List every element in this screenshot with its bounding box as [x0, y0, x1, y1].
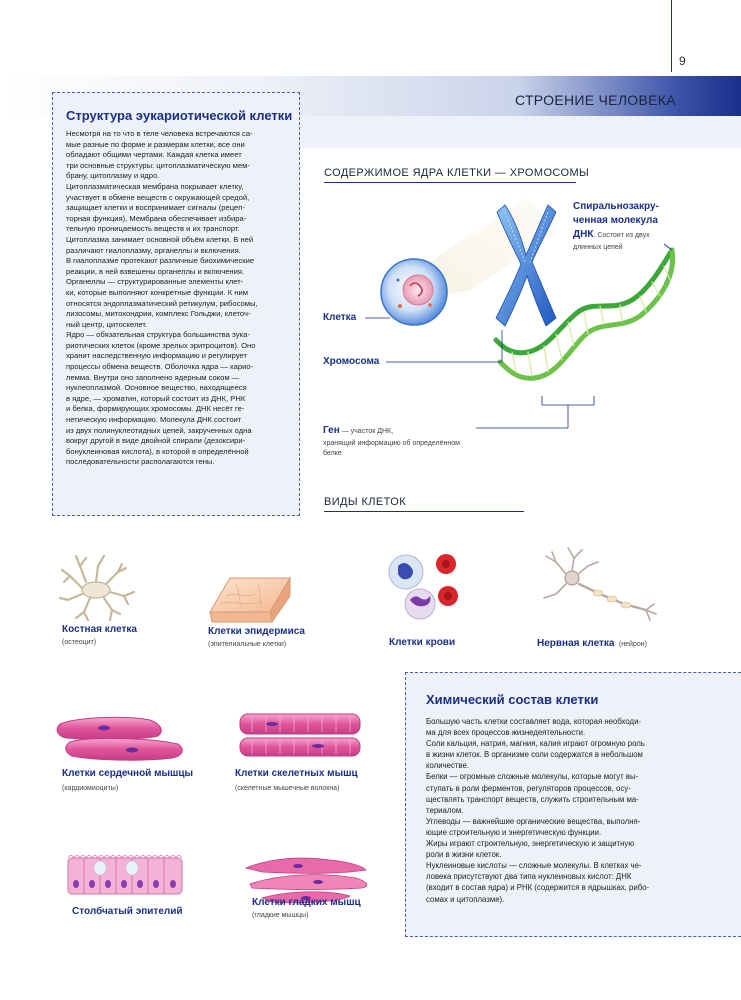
text-line: бонуклеиновая кислота), в которой в определённой: [66, 446, 249, 456]
skeletal-muscle-label: Клетки скелетных мышц: [235, 768, 358, 779]
dna-label-line3: ДНК: [573, 229, 594, 240]
text-line: Несмотря на то что в теле человека встречаются са-: [66, 129, 253, 138]
chromosome-label: Хромосома: [323, 356, 380, 367]
cardiac-muscle-note: (кардиомиоциты): [62, 785, 119, 792]
text-line: ступать в роли ферментов, регуляторов процессов, осу-: [426, 783, 631, 793]
cardiac-muscle-label: Клетки сердечной мышцы: [62, 768, 194, 779]
text-line: реакции, в ней взвешены органеллы и включения.: [66, 266, 245, 276]
text-line: брану, цитоплазму и ядро.: [66, 171, 160, 181]
gene-label-block: [323, 420, 493, 458]
nerve-cell-illustration: [544, 548, 656, 620]
text-line: Ядро — обязательная структура большинства эука-: [66, 330, 250, 340]
text-line: Нуклеиновые кислоты — сложные молекулы. В клетках че-: [426, 861, 642, 871]
text-line: в жизни клеток. В организме соли содержатся в небольшом: [426, 750, 643, 760]
cell-types-section-title: ВИДЫ КЛЕТОК: [324, 496, 407, 508]
text-line: (входит в состав ядра) и РНК (содержится в ядрышках, рибо-: [426, 883, 650, 893]
text-line: сомах и цитоплазме).: [426, 894, 505, 904]
nerve-cell-label: Нервная клетка: [537, 638, 615, 649]
text-line: Соли кальция, натрия, магния, калия играют огромную роль: [426, 739, 645, 749]
chemistry-box-text: [426, 716, 730, 905]
text-line: количестве.: [426, 761, 469, 771]
text-line: ки, которые выполняют конкретные функции. К ним: [66, 287, 248, 297]
dna-label-line1: Спиральнозакру-: [573, 201, 659, 212]
text-line: роли в жизни клеток.: [426, 850, 502, 860]
text-line: мые разные по форме и размерам клетки, все они: [66, 139, 245, 149]
skeletal-muscle-illustration: [240, 714, 360, 756]
cardiac-muscle-illustration: [57, 717, 182, 760]
columnar-epithelium-illustration: [68, 856, 182, 895]
epidermis-label: Клетки эпидермиса: [208, 626, 305, 637]
dna-note-2: длинных цепей: [573, 244, 623, 251]
text-line: Белки — огромные сложные молекулы, которые могут вы-: [426, 772, 639, 782]
dna-note-1: . Состоит из двух: [593, 232, 650, 239]
text-line: ма для всех процессов жизнедеятельности.: [426, 728, 586, 738]
text-line: ющие строительную и энергетическую функции.: [426, 827, 602, 837]
dna-label: [573, 200, 659, 243]
epidermis-note: (эпителиальные клетки): [208, 641, 287, 648]
text-line: Жиры играют строительную, энергетическую и защитную: [426, 839, 635, 849]
section-header: СТРОЕНИЕ ЧЕЛОВЕКА: [515, 92, 676, 108]
bone-cell-label: Костная клетка: [62, 624, 137, 635]
chromosome-section-title: СОДЕРЖИМОЕ ЯДРА КЛЕТКИ — ХРОМОСОМЫ: [324, 167, 590, 179]
text-line: Большую часть клетки составляет вода, которая необходи-: [426, 717, 642, 726]
gene-note-3: белке: [323, 449, 342, 457]
text-line: хранит наследственную информацию и регулирует: [66, 351, 247, 361]
text-line: ществлять транспорт веществ, служить строительным ма-: [426, 794, 639, 804]
gene-note-1: — участок ДНК,: [339, 428, 394, 435]
text-line: ный центр, цитоскелет.: [66, 319, 148, 329]
text-line: Цитоплазматическая мембрана покрывает клетку,: [66, 181, 244, 191]
text-line: тельную проницаемость веществ и их транспорт.: [66, 224, 240, 234]
text-line: В гиалоплазме протекают различные биохимические: [66, 256, 255, 266]
text-line: участвует в обмене веществ с окружающей средой,: [66, 192, 250, 202]
text-line: процессы обмена веществ. Оболочка ядра — карио-: [66, 362, 254, 372]
blood-cells-label: Клетки крови: [389, 637, 456, 648]
smooth-muscle-label: Клетки гладких мышц: [252, 897, 361, 908]
text-line: последовательности располагаются гены.: [66, 457, 215, 467]
bone-cell-note: (остеоцит): [62, 639, 97, 646]
text-line: и белка, формирующих хромосомы. ДНК несёт ге-: [66, 404, 245, 414]
nerve-cell-label-block: [537, 633, 647, 651]
text-line: териалом.: [426, 805, 464, 815]
text-line: различают гиалоплазму, органеллы и включения.: [66, 245, 241, 255]
text-line: торная функция). Мембрана обеспечивает избира-: [66, 213, 247, 223]
text-line: нуклеоплазмой. Основное вещество, находящееся: [66, 383, 247, 393]
cell-illustration: [381, 259, 447, 325]
cell-label: Клетка: [323, 312, 357, 323]
cell-types-section-rule: [324, 511, 524, 512]
text-line: нетическую информацию. Молекула ДНК состоит: [66, 415, 242, 425]
text-line: лизосомы, митохондрии, комплекс Гольджи, клеточ-: [66, 309, 251, 319]
text-line: в ядре, — хроматин, который состоит из ДНК, РНК: [66, 393, 246, 403]
structure-box-title: Структура эукариотической клетки: [66, 108, 293, 123]
nerve-cell-note: (нейрон): [618, 641, 647, 648]
page-number: 9: [679, 54, 686, 68]
text-line: защищает клетки и воспринимает сигналы (рецеп-: [66, 203, 245, 213]
gene-note-2: хранящий информацию об определённом: [323, 440, 460, 447]
text-line: обладают общими чертами. Каждая клетка имеет: [66, 150, 242, 160]
text-line: риотических клеток (кроме зрелых эритроцитов). Оно: [66, 340, 256, 350]
dna-label-line2: ченная молекула: [573, 215, 658, 226]
text-line: вокруг другой в виде двойной спирали (дезоксири-: [66, 436, 246, 446]
text-line: Углеводы — важнейшие органические вещества, выполня-: [426, 816, 641, 826]
smooth-muscle-note: (гладкие мышцы): [252, 912, 309, 919]
gene-label: Ген: [323, 425, 340, 436]
skeletal-muscle-note: (скелетные мышечные волокна): [235, 785, 340, 792]
bone-cell-illustration: [60, 556, 134, 620]
text-line: Цитоплазма занимает основной объём клетки. В ней: [66, 234, 254, 244]
text-line: из двух полинуклеотидных цепей, закрученных одна: [66, 425, 252, 435]
text-line: лемма. Внутри оно заполнено ядерным соком —: [66, 372, 240, 382]
text-line: три основные структуры: цитоплазматическую мем-: [66, 160, 250, 170]
blood-cells-illustration: [389, 554, 458, 619]
columnar-epithelium-label: Столбчатый эпителий: [72, 906, 183, 917]
epidermis-cells-illustration: [210, 578, 290, 622]
text-line: Органеллы — структурированные элементы клет-: [66, 277, 244, 287]
chemistry-box-title: Химический состав клетки: [426, 692, 599, 707]
text-line: ловека присутствуют два типа нуклеиновых кислот: ДНК: [426, 872, 632, 882]
text-line: относятся эндоплазматический ретикулум, рибосомы,: [66, 298, 258, 308]
